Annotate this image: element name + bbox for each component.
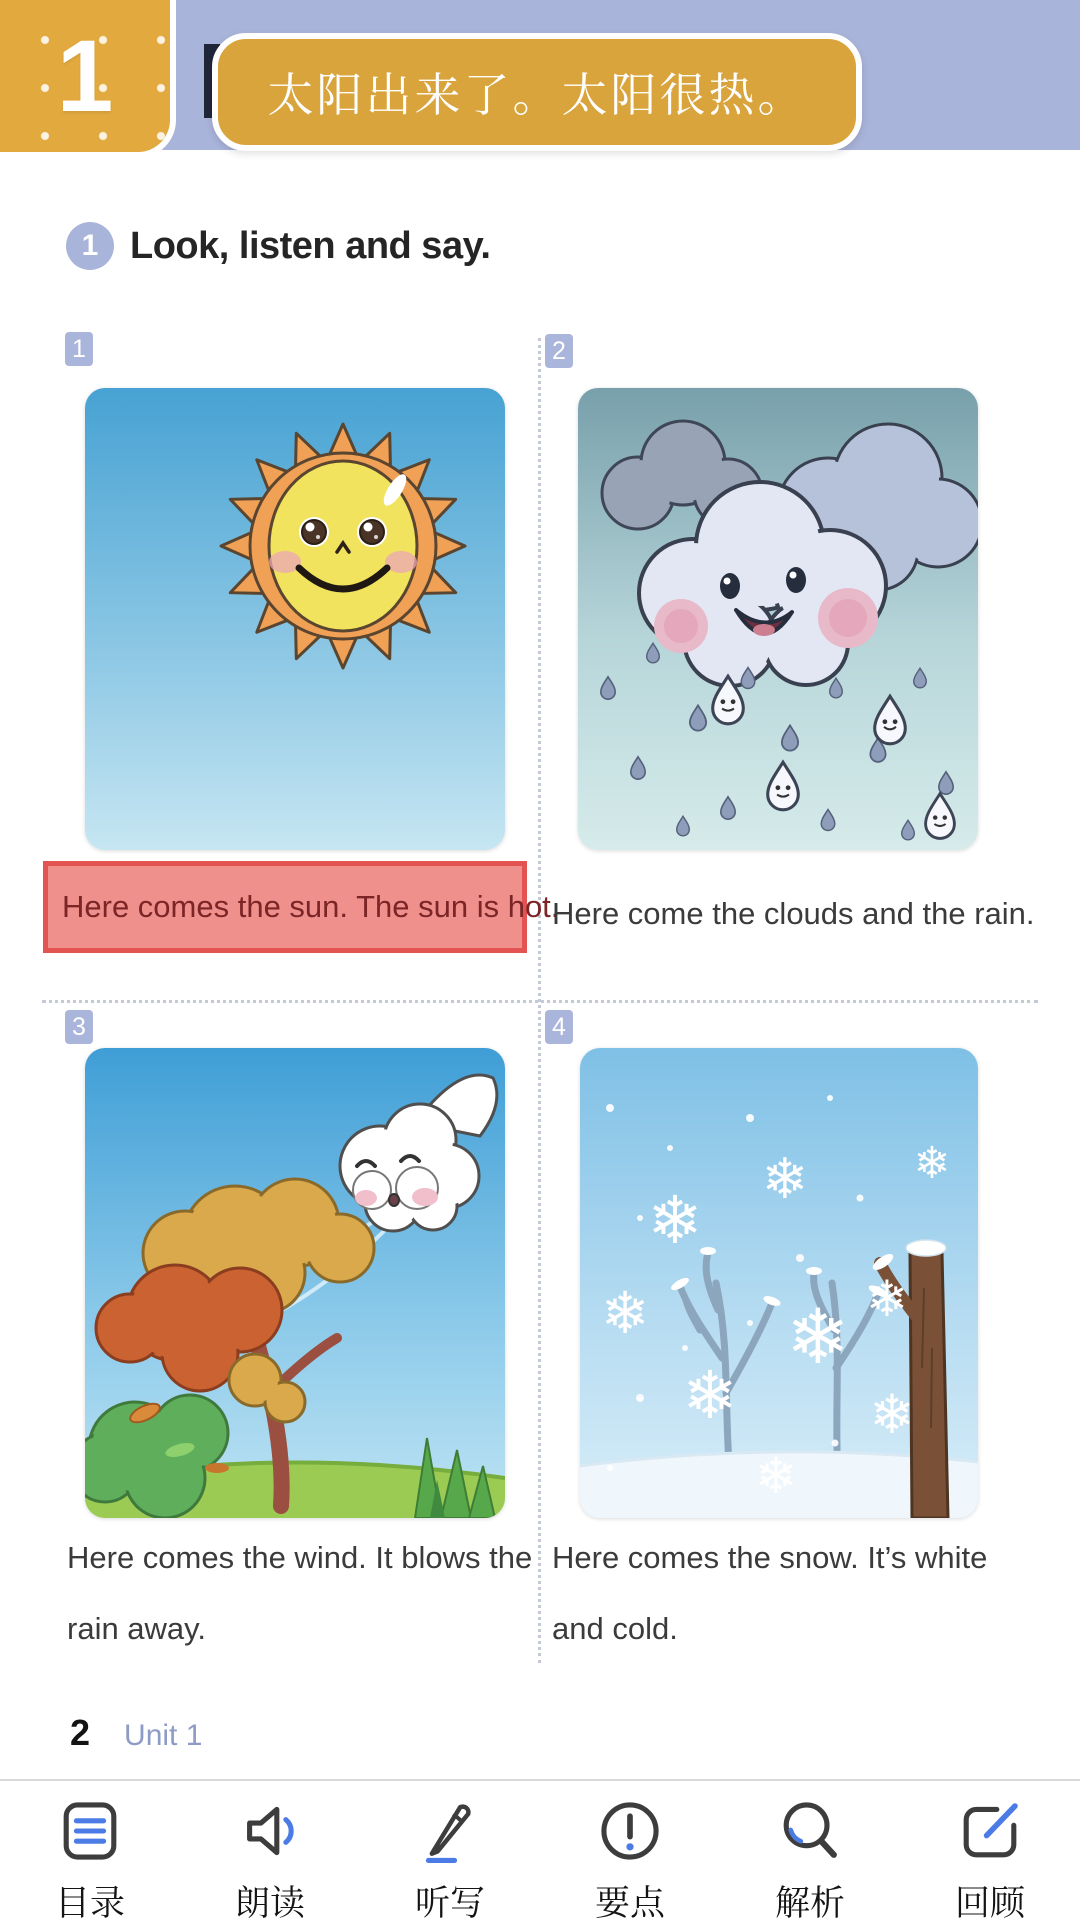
panel-3-number: 3 xyxy=(65,1010,93,1044)
panel-1-caption-highlighted[interactable] xyxy=(43,861,560,953)
unit-label: Unit 1 xyxy=(124,1719,203,1752)
svg-text:❄: ❄ xyxy=(755,1447,797,1505)
panel-1-illustration-smiling-sun[interactable] xyxy=(85,388,505,850)
toolbar-item-key-points[interactable] xyxy=(540,1781,720,1920)
unit-number-badge xyxy=(0,0,176,158)
toolbar-label: 朗读 xyxy=(234,1884,305,1920)
bottom-toolbar xyxy=(0,1779,1080,1920)
translation-text: 太阳出来了。太阳很热。 xyxy=(267,69,807,121)
translation-tooltip[interactable] xyxy=(212,33,862,151)
toolbar-label: 要点 xyxy=(594,1884,665,1920)
exclamation-circle-icon xyxy=(596,1797,664,1870)
panel-1-caption-text: Here comes the sun. The sun is hot. xyxy=(62,889,560,924)
panel-1-number: 1 xyxy=(65,332,93,366)
panel-3-illustration-wind[interactable] xyxy=(85,1048,505,1518)
speaker-icon xyxy=(236,1797,304,1870)
svg-text:❄: ❄ xyxy=(913,1138,951,1189)
svg-text:❄: ❄ xyxy=(786,1292,850,1381)
magnifier-icon xyxy=(776,1797,844,1870)
unit-number: 1 xyxy=(56,19,114,133)
panel-3-caption-text[interactable]: Here comes the wind. It blows the rain away. xyxy=(67,1540,533,1647)
page-footer xyxy=(70,1712,202,1754)
edit-square-icon xyxy=(956,1797,1024,1870)
toolbar-item-dictation[interactable] xyxy=(360,1781,540,1920)
toolbar-item-analysis[interactable] xyxy=(720,1781,900,1920)
svg-text:❄: ❄ xyxy=(761,1147,809,1212)
list-icon xyxy=(56,1797,124,1870)
pencil-icon xyxy=(416,1797,484,1870)
page-number: 2 xyxy=(70,1712,91,1753)
activity-number-circle: 1 xyxy=(66,222,114,270)
panel-4-illustration-snow[interactable] xyxy=(580,1048,978,1518)
horizontal-dotted-divider xyxy=(42,1000,1038,1003)
svg-text:❄: ❄ xyxy=(647,1182,703,1259)
svg-text:❄: ❄ xyxy=(866,1270,908,1328)
toolbar-item-read-aloud[interactable] xyxy=(180,1781,360,1920)
svg-text:❄: ❄ xyxy=(682,1357,738,1434)
toolbar-label: 听写 xyxy=(414,1884,485,1920)
toolbar-label: 解析 xyxy=(774,1884,845,1920)
toolbar-item-review[interactable] xyxy=(900,1781,1080,1920)
svg-text:❄: ❄ xyxy=(869,1383,915,1446)
panel-2-illustration-clouds-rain[interactable] xyxy=(578,388,978,850)
activity-title: Look, listen and say. xyxy=(130,224,491,267)
svg-text:❄: ❄ xyxy=(600,1279,650,1347)
toolbar-label: 目录 xyxy=(54,1884,125,1920)
panel-4-caption-text[interactable]: Here comes the snow. It’s white and cold. xyxy=(552,1540,988,1647)
panel-2-number: 2 xyxy=(545,334,573,368)
activity-heading xyxy=(66,222,490,270)
panel-2-caption-text[interactable]: Here come the clouds and the rain. xyxy=(552,896,1035,931)
toolbar-item-contents[interactable] xyxy=(0,1781,180,1920)
panel-4-number: 4 xyxy=(545,1010,573,1044)
toolbar-label: 回顾 xyxy=(954,1884,1025,1920)
